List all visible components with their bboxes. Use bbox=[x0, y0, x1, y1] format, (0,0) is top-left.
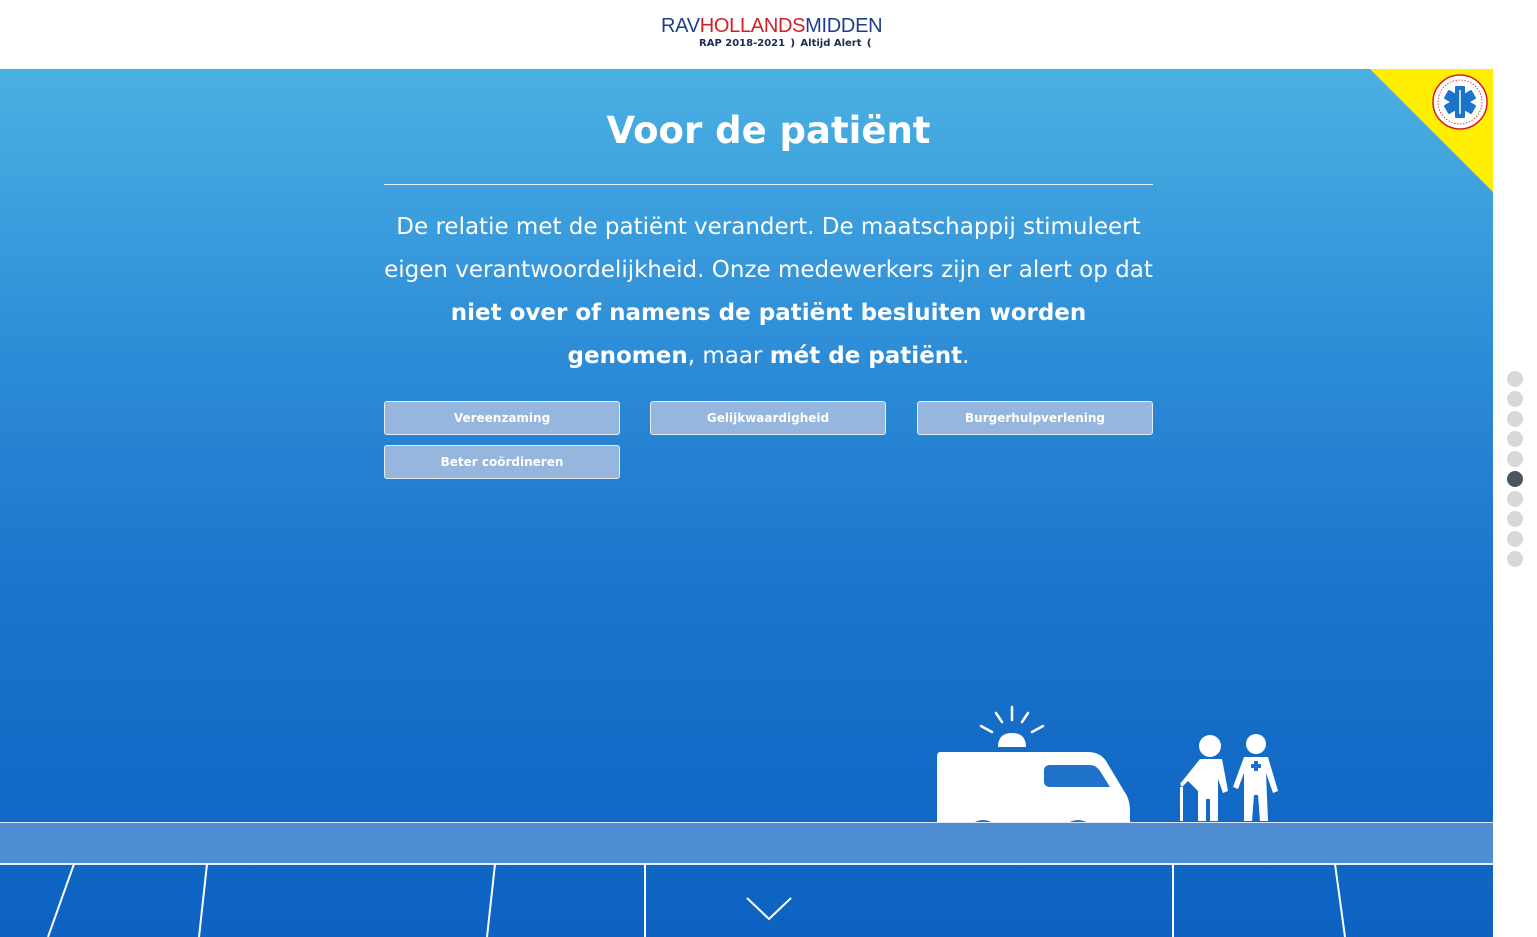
nav-dot-1[interactable] bbox=[1507, 371, 1523, 387]
logo-hollands: HOLLANDS bbox=[699, 15, 806, 37]
topic-button-gelijkwaardigheid[interactable]: Gelijkwaardigheid bbox=[650, 401, 886, 435]
nav-dot-10[interactable] bbox=[1507, 551, 1523, 567]
siren-rays-icon bbox=[981, 707, 1043, 732]
nav-dot-5[interactable] bbox=[1507, 451, 1523, 467]
nav-dot-8[interactable] bbox=[1507, 511, 1523, 527]
rav-hollands-midden-logo[interactable] bbox=[661, 15, 881, 49]
nav-dot-9[interactable] bbox=[1507, 531, 1523, 547]
intro-text-2: , maar bbox=[687, 343, 770, 369]
logo-midden: MIDDEN bbox=[805, 15, 883, 37]
title-divider bbox=[384, 184, 1153, 185]
logo-tagline: RAP 2018-2021 ❫ Altijd Alert ❪ bbox=[699, 38, 874, 49]
nav-dot-4[interactable] bbox=[1507, 431, 1523, 447]
nav-dot-3[interactable] bbox=[1507, 411, 1523, 427]
intro-bold-2: mét de patiënt bbox=[769, 343, 963, 369]
site-header bbox=[0, 0, 1537, 69]
intro-text-1: De relatie met de patiënt verandert. De maatschappij stimuleert eigen verantwoordelijkheid. Onze medewerkers zijn er alert op dat bbox=[384, 214, 1153, 283]
intro-bold-1: niet over of namens de patiënt besluiten worden genomen bbox=[450, 300, 1087, 369]
nav-dot-6[interactable] bbox=[1507, 471, 1523, 487]
topic-button-beter-coordineren[interactable]: Beter coördineren bbox=[384, 445, 620, 479]
logo-wordmark bbox=[661, 15, 881, 37]
chevron-down-icon[interactable] bbox=[745, 896, 793, 922]
road-strip bbox=[0, 822, 1493, 865]
elderly-person-icon bbox=[1180, 735, 1228, 821]
page-title: Voor de patiënt bbox=[606, 109, 931, 152]
section-dot-navigation bbox=[1507, 371, 1523, 571]
topic-button-vereenzaming[interactable]: Vereenzaming bbox=[384, 401, 620, 435]
nav-dot-2[interactable] bbox=[1507, 391, 1523, 407]
star-of-life-icon bbox=[1370, 69, 1493, 192]
topic-button-burgerhulpverlening[interactable]: Burgerhulpverlening bbox=[917, 401, 1153, 435]
logo-rav: RAV bbox=[661, 15, 700, 37]
intro-paragraph bbox=[384, 206, 1153, 378]
nav-dot-7[interactable] bbox=[1507, 491, 1523, 507]
intro-text-3: . bbox=[962, 343, 970, 369]
hero-section bbox=[0, 69, 1493, 937]
paramedic-icon bbox=[1233, 734, 1278, 821]
